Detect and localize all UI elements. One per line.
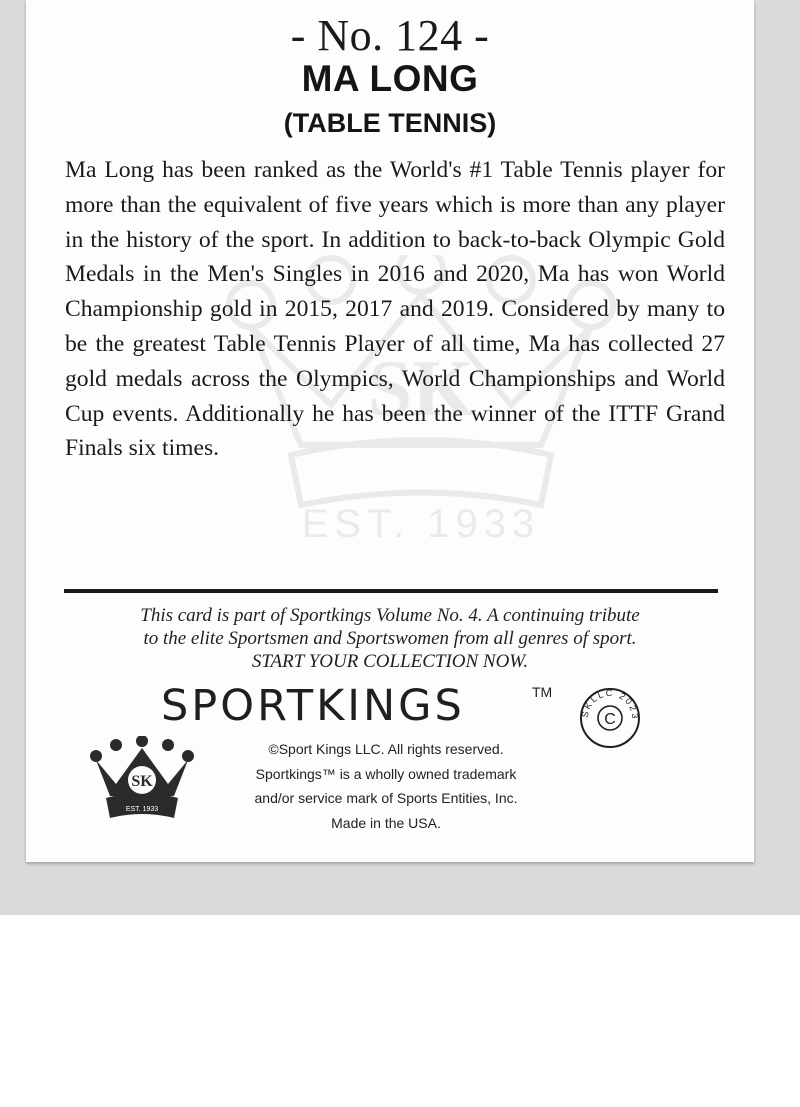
player-name: MA LONG [301,58,479,99]
tribute-line-3: START YOUR COLLECTION NOW. [251,651,529,672]
crown-monogram: SK [131,773,153,790]
crown-est: EST. 1933 [125,806,159,813]
trademark-symbol: TM [532,684,553,700]
legal-line-2: Sportkings™ is a wholly owned trademark [255,765,517,782]
card-number: - No. 124 - [290,11,490,60]
legal-notice [216,737,556,835]
trading-card-back [26,0,754,862]
tribute-line-2: to the elite Sportsmen and Sportswomen from all genres of sport. [143,628,637,649]
sportkings-wordmark: SPORTKINGS [161,681,465,731]
seal-letter: C [604,711,616,728]
seal-ring-text: SKLLC 2023 [579,687,641,721]
sk-crown-logo [88,736,196,824]
player-biography: Ma Long has been ranked as the World's #1 Table Tennis player for more than the equivalent of five years which is more than any player in the history of the sport. In addition to back-to-back Olympic Gold Medals in the Men's Singles in 2016 and 2020, Ma has won World Championship gold in 2015, 2017 and 2019. Considered by many to be the greatest Table Tennis Player of all time, Ma has collected 27 gold medals across the Olympics, World Championships and World Cup events. Additionally he has been the winner of the ITTF Grand Finals six times. [65,157,725,462]
player-sport: (TABLE TENNIS) [283,108,497,138]
legal-line-1: ©Sport Kings LLC. All rights reserved. [268,741,504,757]
watermark-monogram: SK [367,345,475,433]
legal-line-4: Made in the USA. [331,814,441,831]
watermark-est: EST. 1933 [301,502,541,546]
copyright-seal-icon [578,686,642,750]
tribute-line-1: This card is part of Sportkings Volume No. 4. A continuing tribute [140,605,640,626]
legal-line-3: and/or service mark of Sports Entities, Inc. [254,790,518,806]
section-divider [64,589,718,593]
tribute-text [26,604,754,673]
